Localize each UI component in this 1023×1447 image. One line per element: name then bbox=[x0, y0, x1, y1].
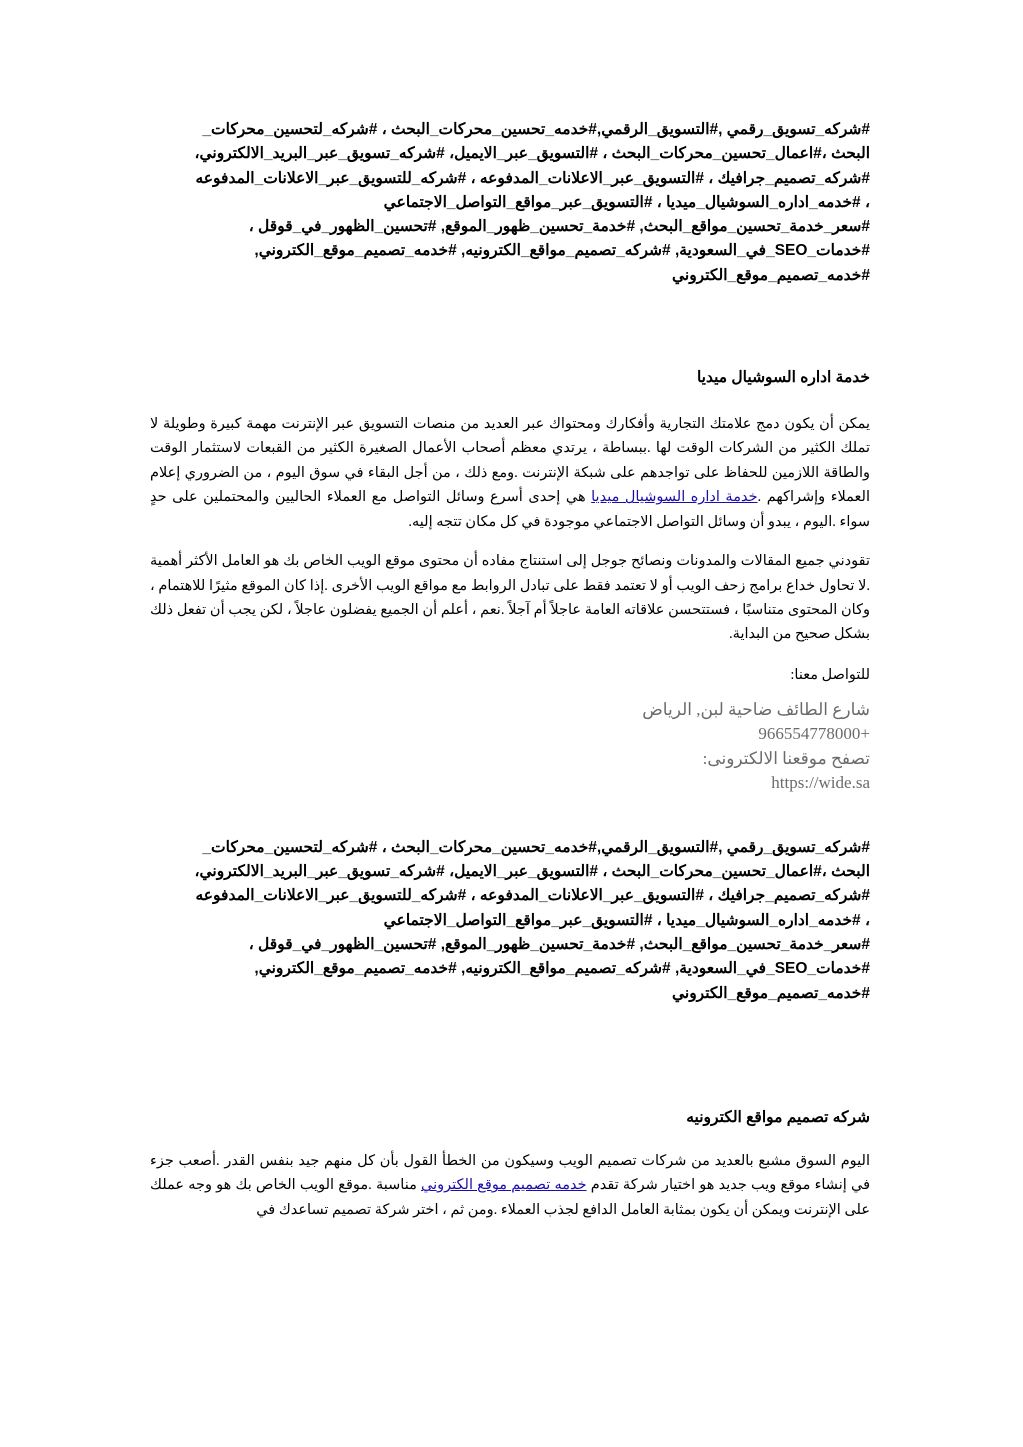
hashtag-line: #شركه_تسويق_رقمي ,#التسويق_الرقمي,#خدمه_تحسين_محركات_البحث ، #شركه_لتحسين_محركات_ bbox=[202, 121, 870, 138]
hashtag-line: #شركه_تصميم_جرافيك ، #التسويق_عبر_الاعلانات_المدفوعه ، #شركه_للتسويق_عبر_الاعلانات_المدفوعه bbox=[195, 169, 870, 187]
hashtag-line: #سعر_خدمة_تحسين_مواقع_البحث, #خدمة_تحسين_ظهور_الموقع, #تحسين_الظهور_في_قوقل ، bbox=[248, 935, 870, 953]
hashtag-line: #شركه_تصميم_جرافيك ، #التسويق_عبر_الاعلانات_المدفوعه ، #شركه_للتسويق_عبر_الاعلانات_المدفوعه bbox=[195, 887, 870, 905]
hashtag-line: #خدمه_تصميم_موقع_الكتروني bbox=[671, 266, 870, 284]
section-heading-web-design: شركه تصميم مواقع الكترونيه bbox=[686, 1108, 870, 1126]
hashtag-line: #شركه_تسويق_رقمي ,#التسويق_الرقمي,#خدمه_تحسين_محركات_البحث ، #شركه_لتحسين_محركات_ bbox=[202, 838, 870, 856]
hashtag-line: #خدمات_SEO_في_السعودية, #شركه_تصميم_مواقع_الكترونيه, #خدمه_تصميم_موقع_الكتروني, bbox=[254, 960, 870, 978]
hashtag-line: ، #خدمه_اداره_السوشيال_ميديا ، #التسويق_عبر_مواقع_التواصل_الاجتماعي bbox=[383, 193, 870, 211]
contact-url: https://wide.sa bbox=[771, 773, 870, 793]
paragraph-web-design-1 bbox=[150, 1149, 870, 1222]
section-heading-social-media: خدمة اداره السوشيال ميديا bbox=[696, 369, 870, 387]
contact-address: شارع الطائف ضاحية لبن, الرياض bbox=[642, 699, 870, 719]
paragraph-text: هي إحدى أسرع وسائل التواصل مع العملاء الحاليين والمحتملين على حدٍ سواء .اليوم ، يبدو أن وسائل التواصل الاجتماعي موجودة في كل مكان تتجه إليه. bbox=[150, 489, 870, 530]
contact-phone: +966554778000 bbox=[758, 724, 870, 744]
hashtag-line: البحث ،#اعمال_تحسين_محركات_البحث ، #التسويق_عبر_الايميل، #شركه_تسويق_عبر_البريد_الالكتروني، bbox=[194, 145, 870, 163]
hashtag-line: البحث ،#اعمال_تحسين_محركات_البحث ، #التسويق_عبر_الايميل، #شركه_تسويق_عبر_البريد_الالكتروني، bbox=[194, 863, 870, 881]
paragraph-text: يمكن أن يكون دمج علامتك التجارية وأفكارك ومحتواك عبر العديد من منصات التسويق عبر الإنترنت مهمة كبيرة وطويلة لا تملك الكثير من الشركات الوقت لها .ببساطة ، يرتدي معظم أصحاب الأعمال الصغيرة الكثير من القبعات لاستثمار الوقت والطاقة اللازمين للحفاظ على تواجدهم على شبكة الإنترنت .ومع ذلك ، من أجل البقاء في سوق اليوم ، من الضروري إعلام العملاء وإشراكهم . bbox=[150, 416, 870, 506]
social-media-service-link[interactable]: خدمة اداره السوشيال ميديا bbox=[591, 489, 758, 506]
paragraph-social-media-1 bbox=[150, 412, 870, 534]
hashtag-line: ، #خدمه_اداره_السوشيال_ميديا ، #التسويق_عبر_مواقع_التواصل_الاجتماعي bbox=[383, 911, 870, 929]
contact-site-label: تصفح موقعنا الالكترونى: bbox=[702, 748, 870, 768]
hashtags-block-bottom bbox=[150, 836, 870, 1006]
paragraph-text: اليوم السوق مشبع بالعديد من شركات تصميم الويب وسيكون من الخطأ القول بأن كل منهم جيد بنفس القدر .أصعب جزء في إنشاء موقع ويب جديد هو اختيار شركة تقدم bbox=[150, 1152, 871, 1194]
paragraph-text: مناسبة .موقع الويب الخاص بك هو وجه عملك على الإنترنت ويمكن أن يكون بمثابة العامل الدافع لجذب العملاء .ومن ثم ، اختر شركة تصميم تساعدك في bbox=[150, 1177, 870, 1218]
contact-block bbox=[150, 698, 870, 796]
hashtag-line: #خدمات_SEO_في_السعودية, #شركه_تصميم_مواقع_الكترونيه, #خدمه_تصميم_موقع_الكتروني, bbox=[254, 242, 870, 260]
hashtag-line: #سعر_خدمة_تحسين_مواقع_البحث, #خدمة_تحسين_ظهور_الموقع, #تحسين_الظهور_في_قوقل ، bbox=[248, 218, 870, 236]
contact-title: للتواصل معنا: bbox=[790, 666, 870, 683]
paragraph-social-media-2: تقودني جميع المقالات والمدونات ونصائح جوجل إلى استنتاج مفاده أن محتوى موقع الويب الخاص بك هو العامل الأكثر أهمية .لا تحاول خداع برامج زحف الويب أو لا تعتمد فقط على تبادل الروابط مع مواقع الويب الأخرى .إذا كان الموقع مثيرًا للاهتمام ، وكان المحتوى متناسبًا ، فستتحسن علاقاته العامة عاجلاً أم آجلاً .نعم ، أعلم أن الجميع يفضلون عاجلاً ، لكن يجب أن تفعل ذلك بشكل صحيح من البداية. bbox=[150, 553, 870, 643]
website-design-service-link[interactable]: خدمه تصميم موقع الكتروني bbox=[421, 1177, 587, 1194]
document-page bbox=[150, 118, 870, 1222]
hashtags-block-top bbox=[150, 118, 870, 288]
hashtag-line: #خدمه_تصميم_موقع_الكتروني bbox=[671, 984, 870, 1002]
